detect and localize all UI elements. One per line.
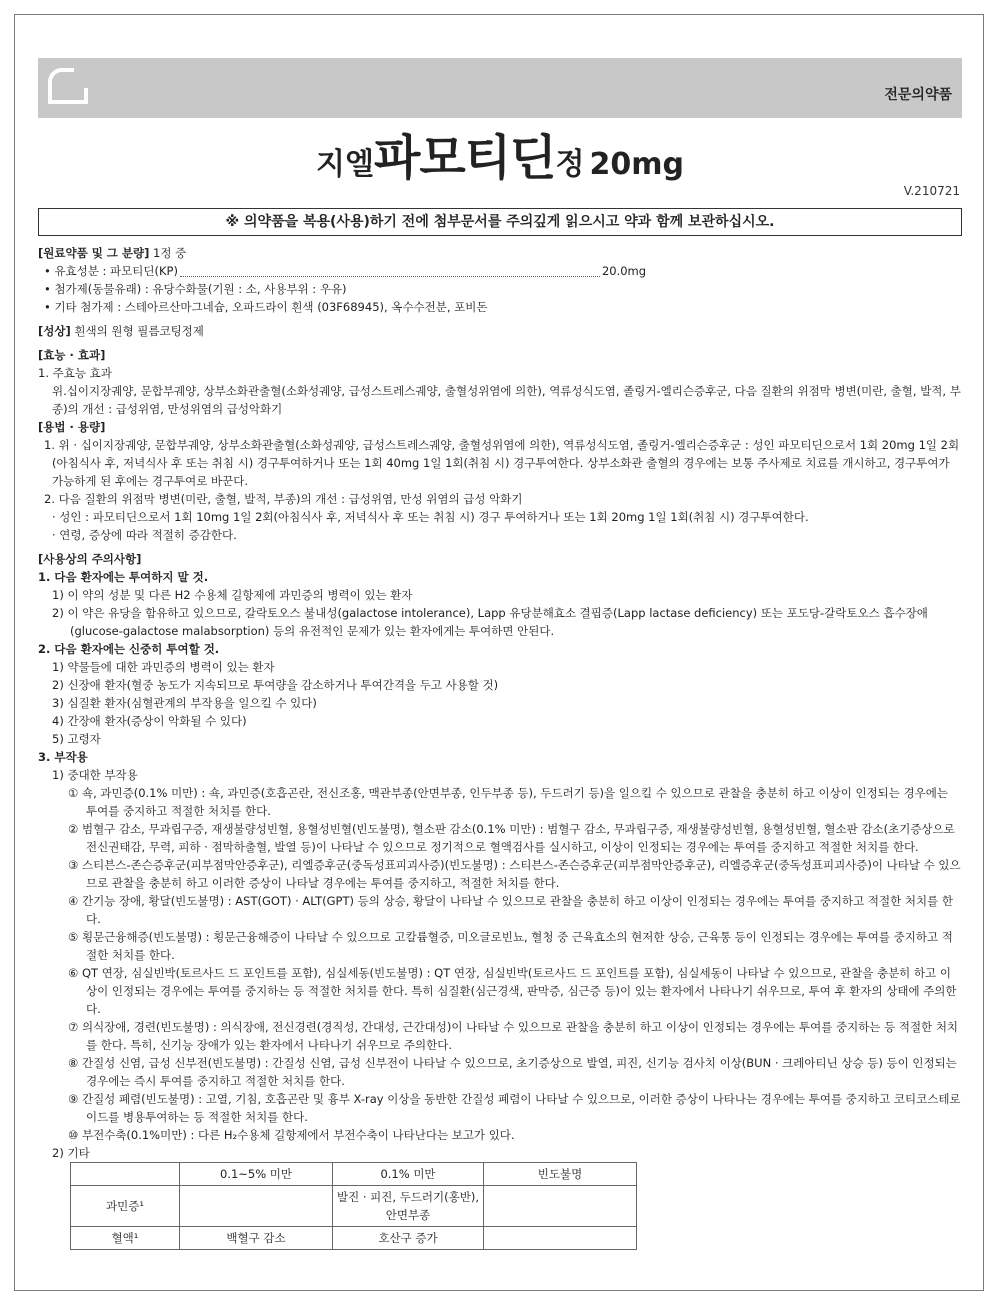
adverse-item: ① 쇽, 과민증(0.1% 미만) : 쇽, 과민증(호흡곤란, 전신조홍, 맥관부종(안면부종, 인두부종 등), 두드러기 등)을 일으킬 수 있으므로 관찰을 충분히 하고 이상이 인정되는 경우에는 투여를 중지하고 적절한 처치를 한다.	[68, 786, 948, 818]
dosage-item2-a: · 성인 : 파모티딘으로서 1회 10mg 1일 2회(아침식사 후, 저녁식사 후 또는 취침 시) 경구 투여하거나 또는 1회 20mg 1일 1회(취침 시) 경구투여한다.	[52, 510, 809, 524]
precaution-s1-title: 1. 다음 환자에는 투여하지 말 것.	[38, 570, 209, 584]
table-row	[71, 1227, 637, 1250]
precaution-s3-1: 1) 중대한 부작용	[52, 768, 138, 782]
product-title	[0, 130, 1000, 186]
company-logo-icon	[48, 68, 88, 104]
precaution-s2-item: 2) 신장애 환자(혈중 농도가 지속되므로 투여량을 감소하거나 투여간격을 두고 사용할 것)	[52, 678, 499, 692]
dosage-item2: 2. 다음 질환의 위점막 병변(미란, 출혈, 발적, 부종)의 개선 : 급성위염, 만성 위염의 급성 악화기	[44, 492, 523, 506]
additive-animal: • 첨가제(동물유래) : 유당수화물(기원 : 소, 사용부위 : 우유)	[44, 282, 347, 296]
precaution-s2-item: 1) 약물들에 대한 과민증의 병력이 있는 환자	[52, 660, 275, 674]
adverse-item: ⑨ 간질성 폐렴(빈도불명) : 고열, 기침, 호흡곤란 및 흉부 X-ray 이상을 동반한 간질성 폐렴이 나타날 수 있으므로, 이러한 증상이 나타나는 경우에는 투여를 중지하고 코티코스테로이드를 병용투여하는 등 적절한 처치를 한다.	[68, 1092, 961, 1124]
precaution-s1-2: 2) 이 약은 유당을 함유하고 있으므로, 갈락토오스 불내성(galactose intolerance), Lapp 유당분해효소 결핍증(Lapp lactase deficiency) 또는 포도당-갈락토오스 흡수장애(glucose-galactose malabsorption) 등의 유전적인 문제가 있는 환자에게는 투여하면 안된다.	[52, 606, 928, 638]
brand-prefix: 지엘	[315, 147, 374, 182]
table-header-cell: 0.1% 미만	[333, 1163, 484, 1186]
table-header-cell	[71, 1163, 180, 1186]
efficacy-item1-text: 위.십이지장궤양, 문합부궤양, 상부소화관출혈(소화성궤양, 급성스트레스궤양, 출혈성위염에 의한), 역류성식도염, 졸링거-엘리슨증후군, 다음 질환의 위점막 병변(미란, 출혈, 발적, 부종)의 개선 : 급성위염, 만성위염의 급성악화기	[52, 384, 961, 416]
table-cell	[484, 1227, 637, 1250]
precaution-s2-title: 2. 다음 환자에는 신중히 투여할 것.	[38, 642, 220, 656]
table-row	[71, 1186, 637, 1227]
adverse-item: ⑧ 간질성 신염, 급성 신부전(빈도불명) : 간질성 신염, 급성 신부전이 나타날 수 있으므로, 초기증상으로 발열, 피진, 신기능 검사치 이상(BUN · 크레아티닌 상승 등) 등이 인정되는 경우에는 즉시 투여를 중지하고 적절한 처치를 한다.	[68, 1056, 957, 1088]
other-additives: • 기타 첨가제 : 스테아르산마그네슘, 오파드라이 흰색 (03F68945), 옥수수전분, 포비돈	[44, 300, 488, 314]
dosage-item2-b: · 연령, 증상에 따라 적절히 증감한다.	[52, 528, 237, 542]
adverse-item: ④ 간기능 장애, 황달(빈도불명) : AST(GOT) · ALT(GPT) 등의 상승, 황달이 나타날 수 있으므로 관찰을 충분히 하고 이상이 인정되는 경우에는 투여를 중지하고 적절한 처치를 한다.	[68, 894, 953, 926]
dose: 20mg	[589, 147, 684, 182]
table-cell: 발진 · 피진, 두드러기(홍반), 안면부종	[333, 1186, 484, 1227]
prescription-badge: 전문의약품	[884, 87, 952, 103]
composition-heading: [원료약품 및 그 분량] 1정 중	[38, 246, 187, 260]
table-header-row	[71, 1163, 637, 1186]
adverse-item: ⑥ QT 연장, 심실빈박(토르사드 드 포인트를 포함), 심실세동(빈도불명) : QT 연장, 심실빈박(토르사드 드 포인트를 포함), 심실세동이 나타날 수 있으므로, 관찰을 충분히 하고 이상이 인정되는 경우에는 투여를 중지하는 등 적절한 처치를 한다. 특히 심질환(심근경색, 판막증, 심근증 등)이 있는 환자에서 나타나기 쉬우므로, 투여 후 환자의 상태에 주의한다.	[68, 966, 957, 1016]
precaution-s2-item: 3) 심질환 환자(심혈관계의 부작용을 일으킬 수 있다)	[52, 696, 317, 710]
adverse-item: ⑦ 의식장애, 경련(빈도불명) : 의식장애, 전신경련(경직성, 간대성, 근간대성)이 나타날 수 있으므로 관찰을 충분히 하고 이상이 인정되는 경우에는 투여를 중지하는 등 적절한 처치를 한다. 특히, 신기능 장애가 있는 환자에서 나타나기 쉬우므로 주의한다.	[68, 1020, 959, 1052]
brand-suffix: 정	[555, 147, 585, 182]
precaution-s3-title: 3. 부작용	[38, 750, 88, 764]
adverse-item: ② 범혈구 감소, 무과립구증, 재생불량성빈혈, 용혈성빈혈(빈도불명), 혈소판 감소(0.1% 미만) : 범혈구 감소, 무과립구증, 재생불량성빈혈, 용혈성빈혈, 혈소판 감소(초기증상으로 전신권태감, 무력, 피하 · 점막하출혈, 발열 등)이 나타날 수 있으므로 정기적으로 혈액검사를 실시하고, 이상이 인정되는 경우에는 투여를 중지하고 적절한 처치를 한다.	[68, 822, 955, 854]
adverse-item: ⑤ 횡문근융해증(빈도불명) : 횡문근융해증이 나타날 수 있으므로 고칼륨혈증, 미오글로빈뇨, 혈청 중 근육효소의 현저한 상승, 근육통 등이 인정되는 경우에는 투여를 중지하고 적절한 처치를 한다.	[68, 930, 953, 962]
precaution-s1-1: 1) 이 약의 성분 및 다른 H2 수용체 길항제에 과민증의 병력이 있는 환자	[52, 588, 413, 602]
brand-main: 파모티딘	[373, 130, 556, 186]
document-body	[38, 244, 962, 1250]
precaution-s2-item: 5) 고령자	[52, 732, 101, 746]
efficacy-heading: [효능 · 효과]	[38, 348, 106, 362]
table-header-cell: 빈도불명	[484, 1163, 637, 1186]
appearance: [성상] 흰색의 원형 필름코팅정제	[38, 324, 204, 338]
active-ingredient: • 유효성분 : 파모티딘(KP) 20.0mg	[44, 264, 647, 278]
adverse-item: ③ 스티븐스-존슨증후군(피부점막안증후군), 리엘증후군(중독성표피괴사증)(빈도불명) : 스티븐스-존슨증후군(피부점막안증후군), 리엘증후군(중독성표피괴사증)이 나타날 수 있으므로 관찰을 충분히 하고 이러한 증상이 나타날 경우에는 투여를 중지하고, 적절한 처치를 한다.	[68, 858, 961, 890]
leader-dots	[180, 266, 600, 277]
precaution-s2-item: 4) 간장애 환자(증상이 악화될 수 있다)	[52, 714, 247, 728]
efficacy-item1-title: 1. 주효능 효과	[38, 366, 112, 380]
dosage-item1: 1. 위 · 십이지장궤양, 문합부궤양, 상부소화관출혈(소화성궤양, 급성스트레스궤양, 출혈성위염에 의한), 역류성식도염, 졸링거-엘리슨증후군 : 성인 파모티딘으로서 1회 20mg 1일 2회(아침식사 후, 저녁식사 후 또는 취침 시) 경구투여하거나 또는 1회 40mg 1일 1회(취침 시) 경구투여한다. 상부소화관 출혈의 경우에는 보통 주사제로 치료를 개시하고, 경구투여가 가능하게 된 후에는 경구투여로 바꾼다.	[44, 438, 960, 488]
table-cell: 혈액¹	[71, 1227, 180, 1250]
table-cell: 과민증¹	[71, 1186, 180, 1227]
header-bar	[38, 58, 962, 118]
version-label: V.210721	[903, 184, 960, 198]
other-adverse-table	[70, 1162, 637, 1250]
adverse-item: ⑩ 부전수축(0.1%미만) : 다른 H₂수용체 길항제에서 부전수축이 나타난다는 보고가 있다.	[68, 1128, 515, 1142]
table-cell: 백혈구 감소	[180, 1227, 333, 1250]
table-cell: 호산구 증가	[333, 1227, 484, 1250]
warning-box: ※ 의약품을 복용(사용)하기 전에 첨부문서를 주의깊게 읽으시고 약과 함께 보관하십시오.	[38, 208, 962, 236]
dosage-heading: [용법 · 용량]	[38, 420, 106, 434]
precaution-s3-2: 2) 기타	[52, 1146, 90, 1160]
table-cell	[484, 1186, 637, 1227]
table-header-cell: 0.1~5% 미만	[180, 1163, 333, 1186]
precautions-heading: [사용상의 주의사항]	[38, 552, 142, 566]
table-cell	[180, 1186, 333, 1227]
